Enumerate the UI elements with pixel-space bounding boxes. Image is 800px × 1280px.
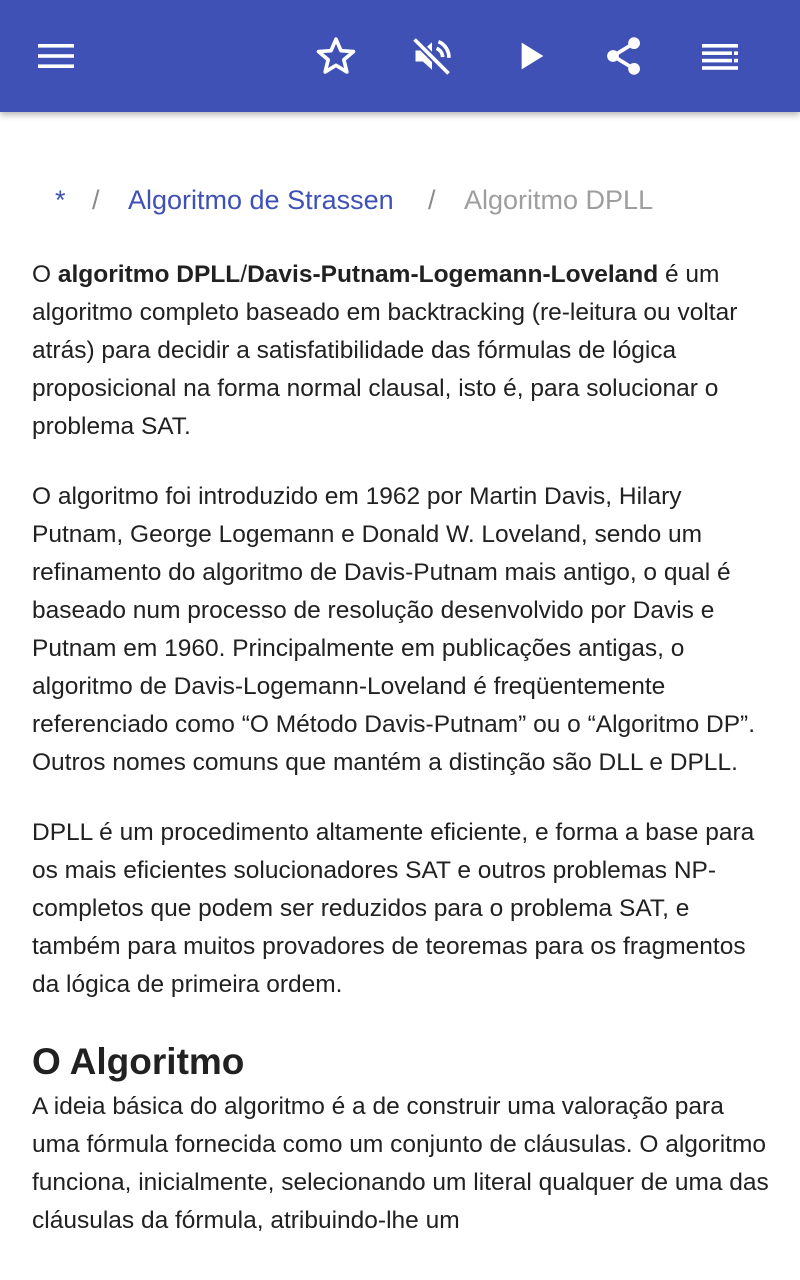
term-full-name: Davis-Putnam-Logemann-Loveland <box>247 261 659 288</box>
mute-button[interactable] <box>400 24 464 88</box>
article-body <box>32 256 772 1272</box>
intro-text: é um algoritmo completo baseado em backtracking (re-leitura ou voltar atrás) para decidir a satisfatibilidade das fórmulas de lógica proposicional na forma normal clausal, isto é, para solucionar o problema SAT. <box>32 261 738 440</box>
play-icon <box>510 36 550 76</box>
article-content <box>0 112 800 1280</box>
star-outline-icon <box>314 34 358 78</box>
paragraph-intro <box>32 256 772 446</box>
playlist-icon <box>700 36 740 76</box>
contents-button[interactable] <box>688 24 752 88</box>
paragraph-history: O algoritmo foi introduzido em 1962 por Martin Davis, Hilary Putnam, George Logemann e Donald W. Loveland, sendo um refinamento do algoritmo de Davis-Putnam mais antigo, o qual é baseado num processo de resolução desenvolvido por Davis e Putnam em 1960. Principalmente em publicações antigas, o algoritmo de Davis-Logemann-Loveland é freqüentemente referenciado como “O Método Davis-Putnam” ou o “Algoritmo DP”. Outros nomes comuns que mantém a distinção são DLL e DPLL. <box>32 483 756 776</box>
breadcrumb-home[interactable]: * <box>55 185 66 215</box>
play-button[interactable] <box>498 24 562 88</box>
breadcrumb-separator: / <box>428 185 436 215</box>
breadcrumb-separator: / <box>92 185 100 215</box>
term-dpll: algoritmo DPLL <box>57 261 241 288</box>
share-button[interactable] <box>592 24 656 88</box>
menu-icon <box>36 36 76 76</box>
volume-off-icon <box>410 34 454 78</box>
favorite-button[interactable] <box>304 24 368 88</box>
share-icon <box>602 34 646 78</box>
menu-button[interactable] <box>24 24 88 88</box>
app-bar <box>0 0 800 112</box>
term-slash: / <box>240 261 248 288</box>
breadcrumb-current: Algoritmo DPLL <box>464 185 654 215</box>
paragraph-efficiency: DPLL é um procedimento altamente eficiente, e forma a base para os mais eficientes solucionadores SAT e outros problemas NP-completos que podem ser reduzidos para o problema SAT, e também para muitos provadores de teoremas para os fragmentos da lógica de primeira ordem. <box>32 819 755 998</box>
breadcrumb-parent[interactable]: Algoritmo de Strassen <box>128 185 394 215</box>
paragraph-algorithm: A ideia básica do algoritmo é a de construir uma valoração para uma fórmula fornecida como um conjunto de cláusulas. O algoritmo funciona, inicialmente, selecionando um literal qualquer de uma das cláusulas da fórmula, atribuindo-lhe um <box>32 1093 769 1234</box>
breadcrumb <box>0 180 800 220</box>
section-heading: O Algoritmo <box>32 1041 245 1082</box>
intro-prefix: O <box>32 261 58 288</box>
